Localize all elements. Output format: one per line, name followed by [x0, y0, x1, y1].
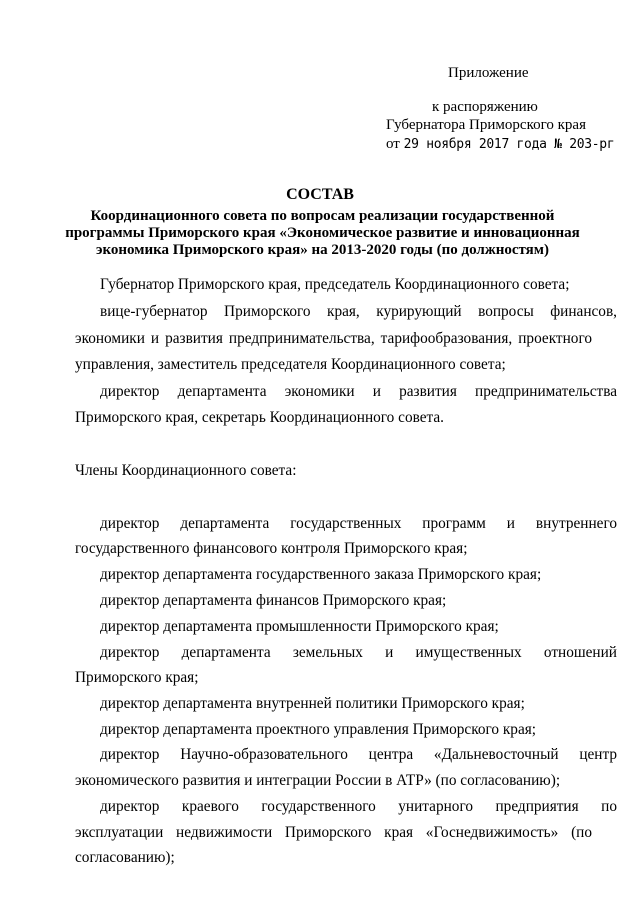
order-reference: к распоряжению: [432, 99, 538, 115]
member-line: директор департамента государственных программ и внутреннего: [100, 515, 617, 532]
chairman-line: Губернатор Приморского края, председатель Координационного совета;: [100, 276, 570, 293]
member-line: директор департамента внутренней политики Приморского края;: [100, 695, 525, 712]
member-line: директор департамента проектного управления Приморского края;: [100, 721, 537, 738]
member-line: директор департамента государственного заказа Приморского края;: [100, 566, 542, 583]
appendix-label: Приложение: [448, 65, 529, 81]
member-line: экономического развития и интеграции России в АТР» (по согласованию);: [75, 772, 561, 789]
vice-chairman-line: вице-губернатор Приморского края, курирующий вопросы финансов,: [100, 303, 617, 320]
date-prefix: от: [386, 136, 400, 152]
secretary-line: директор департамента экономики и развития предпринимательства: [100, 383, 617, 400]
members-heading: Члены Координационного совета:: [75, 462, 297, 479]
member-line: государственного финансового контроля Приморского края;: [75, 540, 468, 557]
subtitle-line: экономика Приморского края» на 2013-2020 годы (по должностям): [95, 242, 550, 258]
document-title: СОСТАВ: [286, 186, 354, 203]
secretary-line: Приморского края, секретарь Координационного совета.: [75, 409, 444, 426]
handwritten-date-number: 29 ноября 2017 года № 203-рг: [403, 137, 615, 152]
member-line: директор Научно-образовательного центра «Дальневосточный центр: [100, 746, 617, 763]
subtitle-line: Координационного совета по вопросам реализации государственной: [90, 208, 555, 224]
member-line: директор департамента земельных и имущественных отношений: [100, 644, 617, 661]
governor-reference: Губернатора Приморского края: [386, 117, 586, 133]
order-date: [386, 135, 614, 154]
member-line: директор краевого государственного унитарного предприятия по: [100, 798, 617, 815]
member-line: директор департамента финансов Приморского края;: [100, 592, 447, 609]
vice-chairman-line: экономики и развития предпринимательства, тарифообразования, проектного: [75, 330, 592, 347]
member-line: согласованию);: [75, 849, 175, 866]
subtitle-line: программы Приморского края «Экономическое развитие и инновационная: [65, 225, 580, 241]
member-line: Приморского края;: [75, 669, 199, 686]
member-line: эксплуатации недвижимости Приморского края «Госнедвижимость» (по: [75, 824, 592, 841]
member-line: директор департамента промышленности Приморского края;: [100, 618, 499, 635]
vice-chairman-line: управления, заместитель председателя Координационного совета;: [75, 356, 506, 373]
